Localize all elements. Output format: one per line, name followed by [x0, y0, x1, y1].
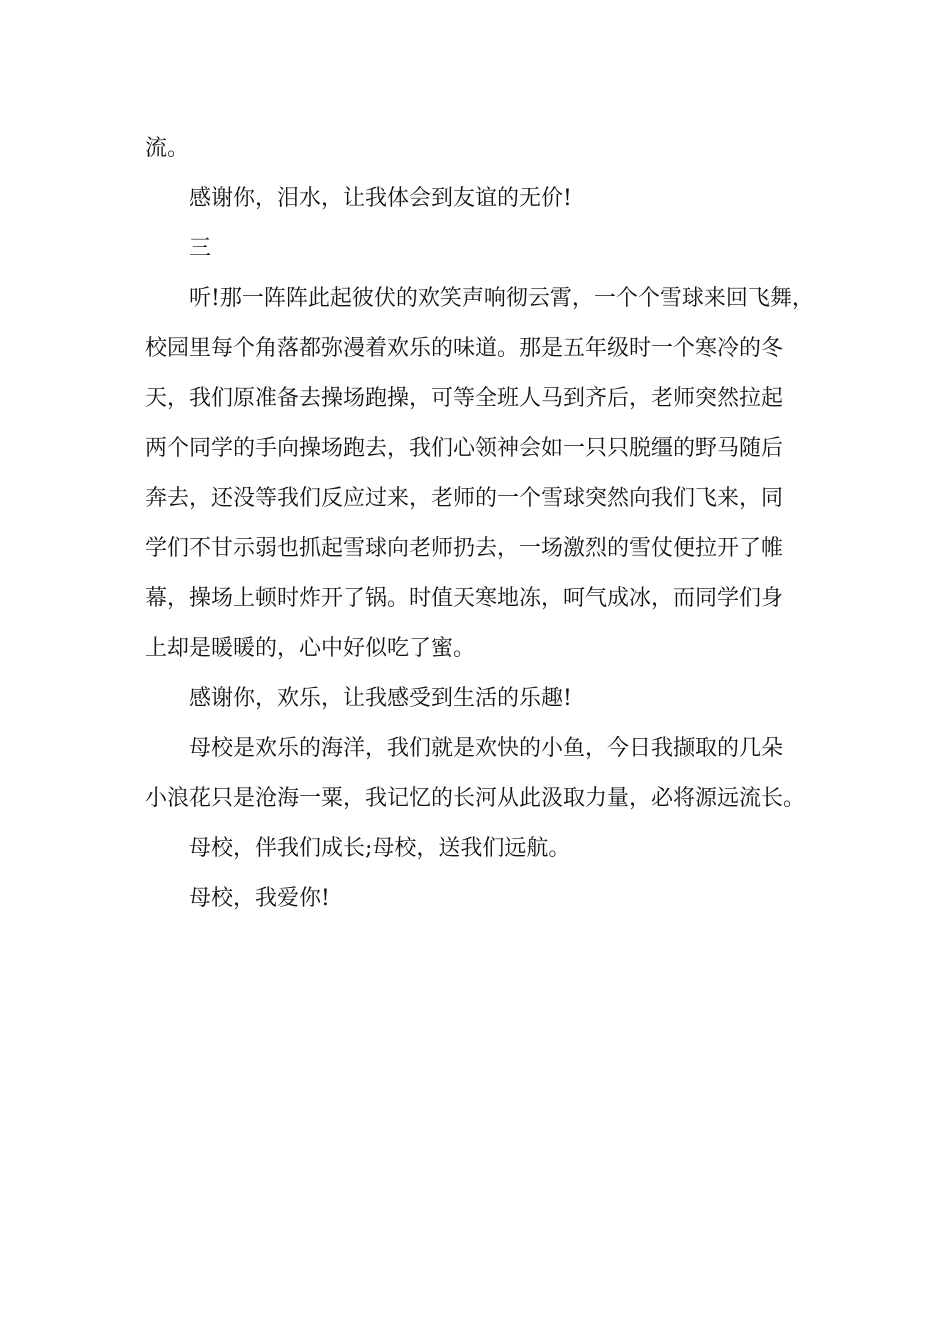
text-line: 流。	[145, 136, 190, 161]
text-line: 母校是欢乐的海洋，我们就是欢快的小鱼，今日我撷取的几朵	[189, 736, 784, 761]
text-line: 天，我们原准备去操场跑操，可等全班人马到齐后，老师突然拉起	[145, 386, 784, 411]
text-line: 校园里每个角落都弥漫着欢乐的味道。那是五年级时一个寒冷的冬	[145, 336, 784, 361]
text-line: 感谢你，泪水，让我体会到友谊的无价!	[189, 186, 572, 211]
text-line: 幕，操场上顿时炸开了锅。时值天寒地冻，呵气成冰，而同学们身	[145, 586, 784, 611]
text-line: 两个同学的手向操场跑去，我们心领神会如一只只脱缰的野马随后	[145, 436, 784, 461]
text-line: 母校，伴我们成长;母校，送我们远航。	[189, 836, 571, 861]
text-line: 小浪花只是沧海一粟，我记忆的长河从此汲取力量，必将源远流长。	[145, 786, 806, 811]
text-line: 学们不甘示弱也抓起雪球向老师扔去，一场激烈的雪仗便拉开了帷	[145, 536, 784, 561]
section-number: 三	[189, 236, 212, 261]
text-line: 母校，我爱你!	[189, 886, 330, 911]
text-line: 奔去，还没等我们反应过来，老师的一个雪球突然向我们飞来，同	[145, 486, 784, 511]
text-line: 听!那一阵阵此起彼伏的欢笑声响彻云霄，一个个雪球来回飞舞，	[189, 286, 814, 311]
text-line: 上却是暖暖的，心中好似吃了蜜。	[145, 636, 476, 661]
text-line: 感谢你，欢乐，让我感受到生活的乐趣!	[189, 686, 572, 711]
